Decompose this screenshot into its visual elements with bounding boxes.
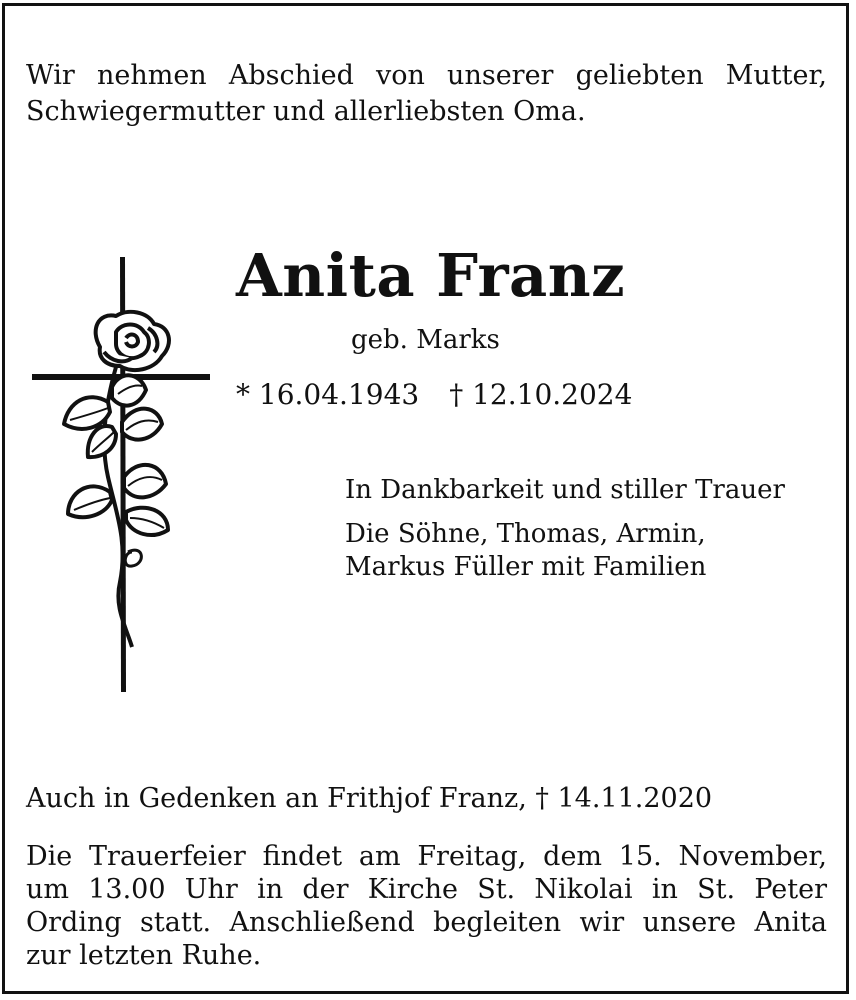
mourners-line-1: Die Söhne, Thomas, Armin, [345,519,706,549]
intro-text [26,58,827,130]
funeral-line-2: um 13.00 Uhr in der Kirche St. Nikolai in St. Peter [26,874,827,905]
mourning-phrase: In Dankbarkeit und stiller Trauer [345,475,785,505]
funeral-details [26,840,827,972]
intro-line-2: Schwiegermutter und allerliebsten Oma. [26,96,586,127]
funeral-line-1: Die Trauerfeier findet am Freitag, dem 15. November, [26,841,827,872]
funeral-line-3: Ording statt. Anschließend begleiten wir unsere Anita [26,907,827,938]
mourners-line-2: Markus Füller mit Familien [345,552,707,582]
mourners-list [345,518,706,584]
maiden-name: geb. Marks [351,325,500,355]
memorial-note: Auch in Gedenken an Frithjof Franz, † 14.11.2020 [26,783,713,814]
deceased-name: Anita Franz [236,241,626,310]
life-dates [236,376,632,414]
funeral-line-4: zur letzten Ruhe. [26,940,262,971]
cross-with-rose-icon [28,252,218,702]
birth-date: * 16.04.1943 [236,378,420,411]
death-date: † 12.10.2024 [449,378,633,411]
intro-line-1: Wir nehmen Abschied von unserer geliebten Mutter, [26,60,827,91]
